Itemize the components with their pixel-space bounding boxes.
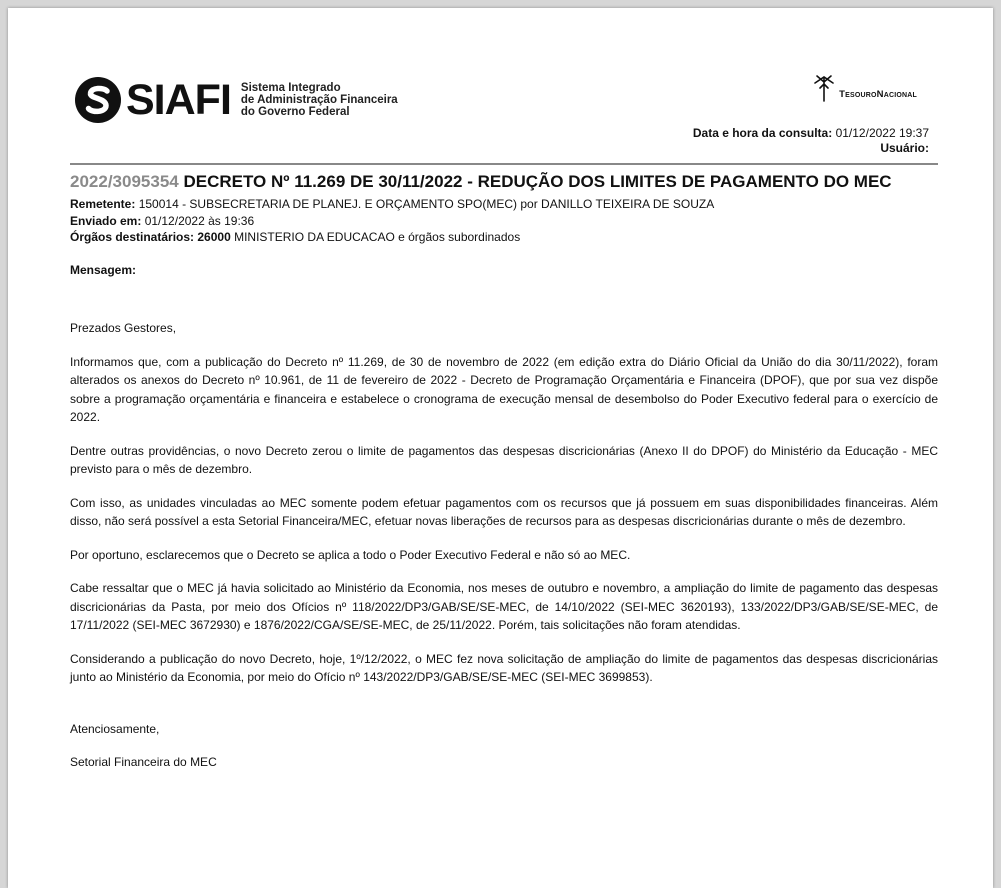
document-page [8, 8, 993, 888]
siafi-sub-line: Sistema Integrado [240, 82, 341, 94]
message-body [70, 319, 938, 787]
orgaos-code: 26000 [197, 230, 231, 244]
tesouro-mark-icon [811, 74, 837, 102]
siafi-subtitle [241, 82, 398, 118]
consulta-label: Data e hora da consulta: [692, 126, 833, 140]
message-greeting: Prezados Gestores, [70, 321, 177, 335]
siafi-wordmark: SIAFI [126, 76, 231, 124]
siafi-sub-line: de Administração Financeira [240, 94, 398, 106]
consulta-value: 01/12/2022 19:37 [835, 126, 929, 140]
enviado-row [70, 213, 714, 230]
siafi-logo [74, 76, 398, 124]
remetente-value: 150014 - SUBSECRETARIA DE PLANEJ. E ORÇAMENTO SPO(MEC) por DANILLO TEIXEIRA DE SOUZA [138, 197, 715, 211]
remetente-label: Remetente: [70, 197, 136, 211]
orgaos-label: Órgãos destinatários: [70, 230, 195, 244]
tesouro-nacional-text: TesouroNacional [839, 89, 917, 100]
document-meta [70, 196, 714, 246]
message-paragraph: Dentre outras providências, o novo Decreto zerou o limite de pagamentos das despesas discricionárias (Anexo II do DPOF) do Ministério da Educação - MEC previsto para o mês de dezembro. [70, 443, 938, 476]
orgaos-row [70, 229, 714, 246]
consulta-row [693, 126, 929, 141]
message-paragraph: Com isso, as unidades vinculadas ao MEC somente podem efetuar pagamentos com os recursos que já possuem em suas disponibilidades financeiras. Além disso, não será possível a esta Setorial Financeira/MEC, efetuar novas liberações de recursos para as despesas discricionárias durante o mês de dezembro. [70, 495, 938, 528]
usuario-row [693, 141, 929, 156]
tesouro-nacional-logo [811, 74, 917, 102]
document-number: 2022/3095354 [70, 172, 179, 191]
message-signature: Setorial Financeira do MEC [70, 755, 217, 769]
header-divider [70, 163, 938, 165]
enviado-value: 01/12/2022 às 19:36 [144, 213, 255, 228]
message-paragraph: Por oportuno, esclarecemos que o Decreto se aplica a todo o Poder Executivo Federal e não só ao MEC. [70, 547, 631, 562]
document-title-text: DECRETO Nº 11.269 DE 30/11/2022 - REDUÇÃO DOS LIMITES DE PAGAMENTO DO MEC [183, 172, 892, 191]
mensagem-label: Mensagem: [70, 263, 137, 277]
document-title [70, 172, 892, 192]
message-paragraph: Cabe ressaltar que o MEC já havia solicitado ao Ministério da Economia, nos meses de outubro e novembro, a ampliação do limite de pagamento das despesas discricionárias da Pasta, por meio dos Ofícios nº 118/2022/DP3/GAB/SE/SE-MEC, de 14/10/2022 (SEI-MEC 3620193), 133/2022/DP3/GAB/SE/SE-MEC, de 17/11/2022 (SEI-MEC 3672930) e 1876/2022/CGA/SE/SE-MEC, de 25/11/2022. Porém, tais solicitações não foram atendidas. [70, 581, 938, 632]
message-paragraph: Informamos que, com a publicação do Decreto nº 11.269, de 30 de novembro de 2022 (em edição extra do Diário Oficial da União do dia 30/11/2022), foram alterados os anexos do Decreto nº 10.961, de 11 de fevereiro de 2022 - Decreto de Programação Orçamentária e Financeira (DPOF), que por sua vez dispõe sobre a programação orçamentária e financeira e estabelece o cronograma de execução mensal de desembolso do Poder Executivo federal para o exercício de 2022. [70, 354, 938, 424]
usuario-label: Usuário: [880, 141, 929, 155]
message-paragraph: Considerando a publicação do novo Decreto, hoje, 1º/12/2022, o MEC fez nova solicitação de ampliação do limite de pagamentos das despesas discricionárias junto ao Ministério da Economia, por meio do Ofício nº 143/2022/DP3/GAB/SE/SE-MEC (SEI-MEC 3699853). [70, 651, 938, 684]
siafi-sub-line: do Governo Federal [240, 106, 350, 118]
siafi-s-icon [74, 76, 122, 124]
remetente-row [70, 196, 714, 213]
enviado-label: Enviado em: [70, 213, 142, 228]
orgaos-value: MINISTERIO DA EDUCACAO e órgãos subordinados [234, 230, 521, 244]
consulta-info [693, 126, 929, 156]
message-closing: Atenciosamente, [70, 721, 160, 736]
